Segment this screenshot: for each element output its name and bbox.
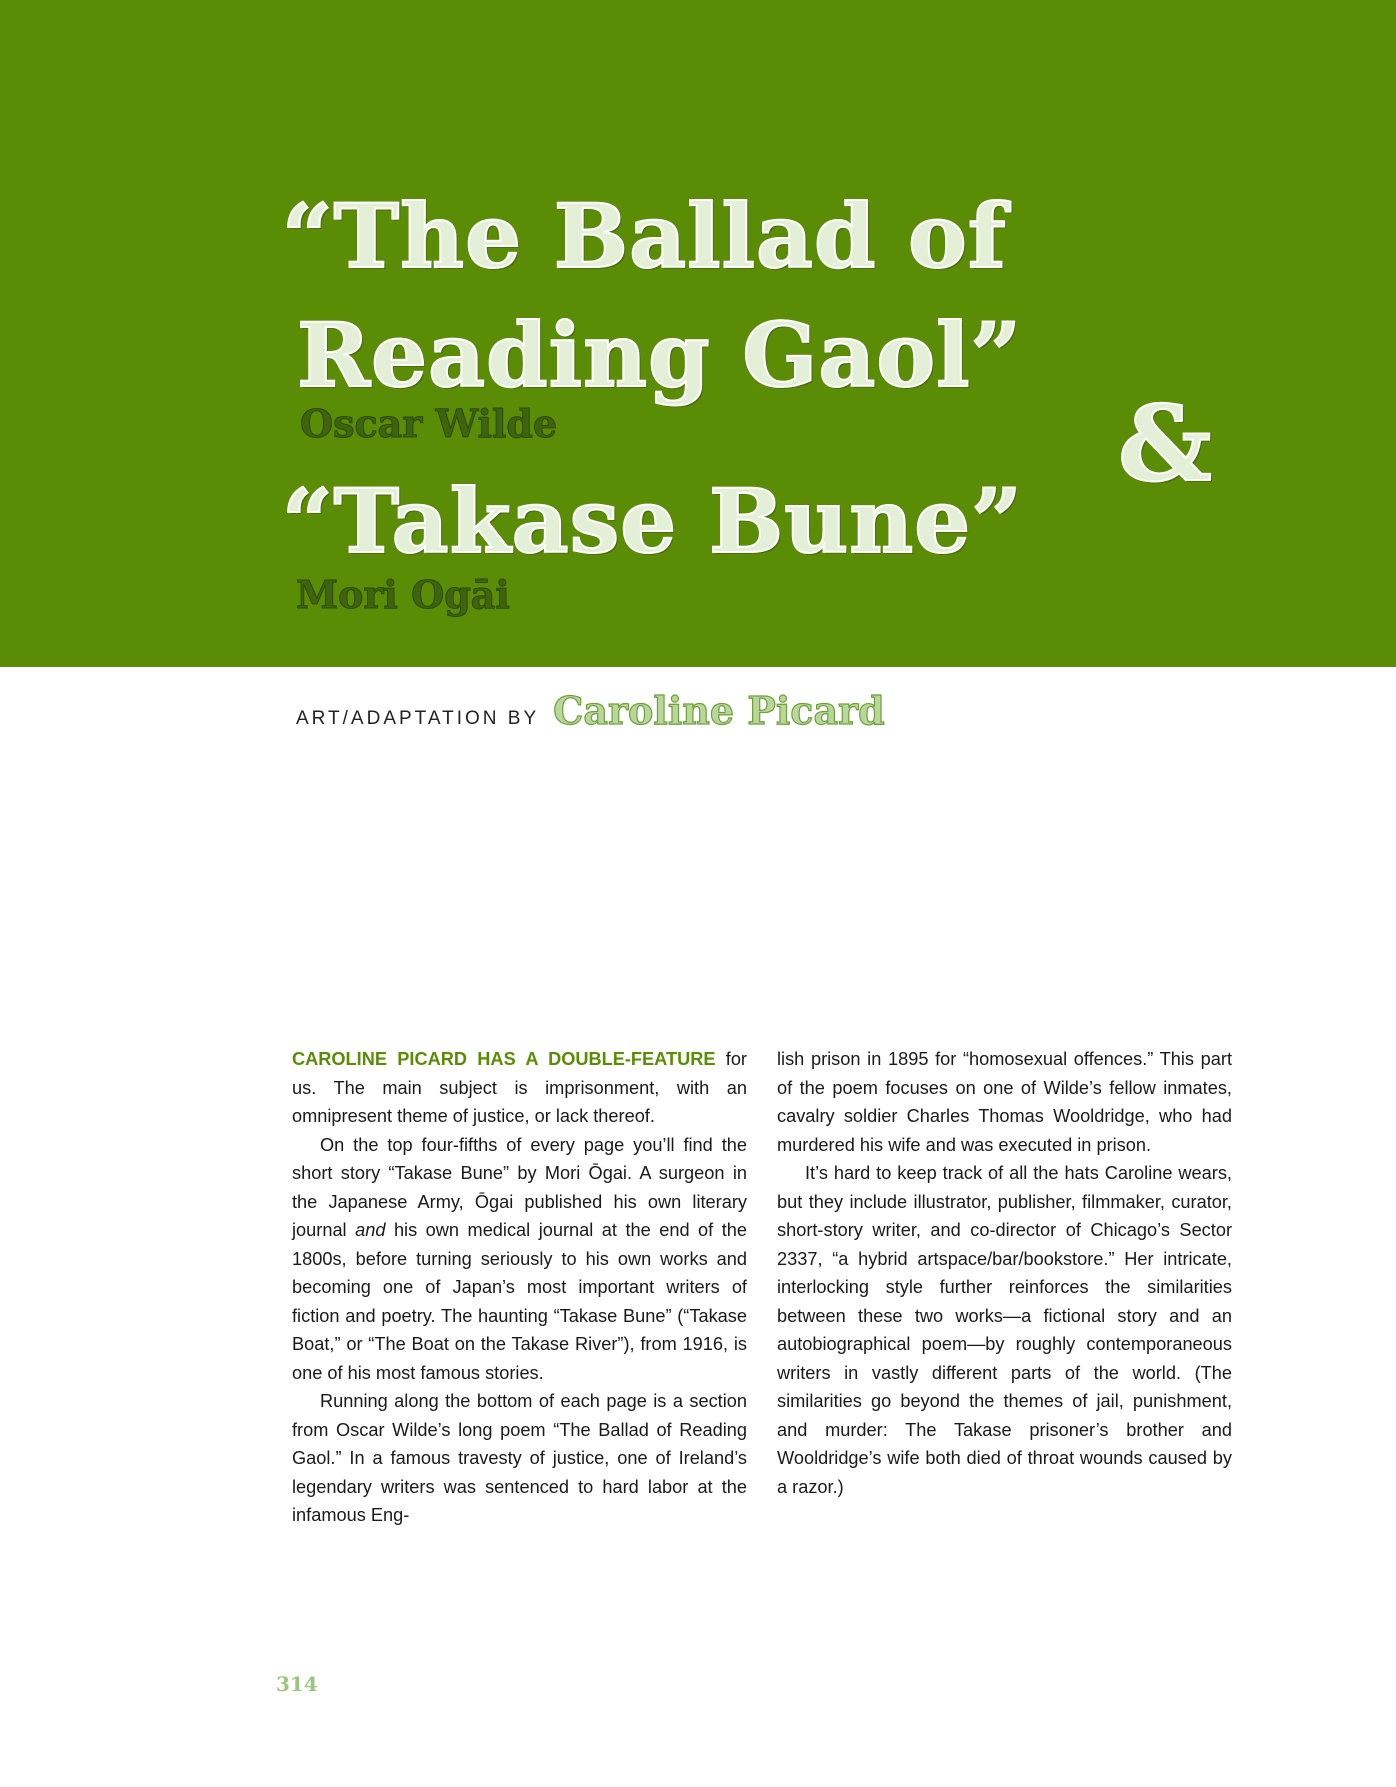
title-takase-bune: “Takase Bune” (282, 469, 1023, 573)
paragraph-text: On the top four-fifths of every page you’ll find the short story “Takase Bune” by Mori Ōgai. A surgeon in the Japanese Army, Ōgai published his own literary journal (292, 1134, 747, 1240)
paragraph (292, 1045, 747, 1131)
article-body (292, 1045, 1232, 1530)
byline-label: ART/ADAPTATION BY (296, 708, 540, 729)
author-oscar-wilde: Oscar Wilde (300, 401, 558, 446)
column-right (777, 1045, 1232, 1530)
paragraph: lish prison in 1895 for “homosexual offences.” This part of the poem focuses on one of Wilde’s fellow inmates, cavalry soldier Charles Thomas Wooldridge, who had murdered his wife and was executed in prison. (777, 1049, 1232, 1155)
title-ballad-line1: “The Ballad of (282, 184, 1007, 288)
author-mori-ogai: Mori Ogāi (296, 572, 510, 617)
page-number: 314 (276, 1672, 318, 1696)
lead-in: CAROLINE PICARD HAS A DOUBLE-FEATURE (292, 1049, 716, 1069)
ampersand: & (1118, 382, 1213, 505)
title-ballad-line2: Reading Gaol” (297, 303, 1023, 407)
paragraph (292, 1131, 747, 1388)
paragraph-text: for us. The main subject is imprisonment, with an omnipresent theme of justice, or lack thereof. (292, 1049, 747, 1126)
paragraph: Running along the bottom of each page is a section from Oscar Wilde’s long poem “The Ballad of Reading Gaol.” In a famous travesty of justice, one of Ireland’s legendary writers was sentenced to hard labor at the infamous Eng- (292, 1391, 747, 1525)
byline-artist-name: Caroline Picard (553, 688, 885, 733)
title-banner (0, 0, 1396, 667)
paragraph-text: his own medical journal at the end of the 1800s, before turning seriously to his own works and becoming one of Japan’s most important writers of fiction and poetry. The haunting “Takase Bune” (“Takase Boat,” or “The Boat on the Takase River”), from 1916, is one of his most famous stories. (292, 1220, 747, 1383)
column-left (292, 1045, 747, 1530)
paragraph: It’s hard to keep track of all the hats Caroline wears, but they include illustrator, publisher, filmmaker, curator, short-story writer, and co-director of Chicago’s Sector 2337, “a hybrid artspace/bar/bookstore.” Her intricate, interlocking style further reinforces the similarities between these two works—a fictional story and an autobiographical poem—by roughly contemporaneous writers in vastly different parts of the world. (The similarities go beyond the themes of jail, punishment, and murder: The Takase prisoner’s brother and Wooldridge’s wife both died of throat wounds caused by a razor.) (777, 1163, 1232, 1497)
emphasis: and (355, 1220, 386, 1240)
byline (296, 688, 885, 733)
